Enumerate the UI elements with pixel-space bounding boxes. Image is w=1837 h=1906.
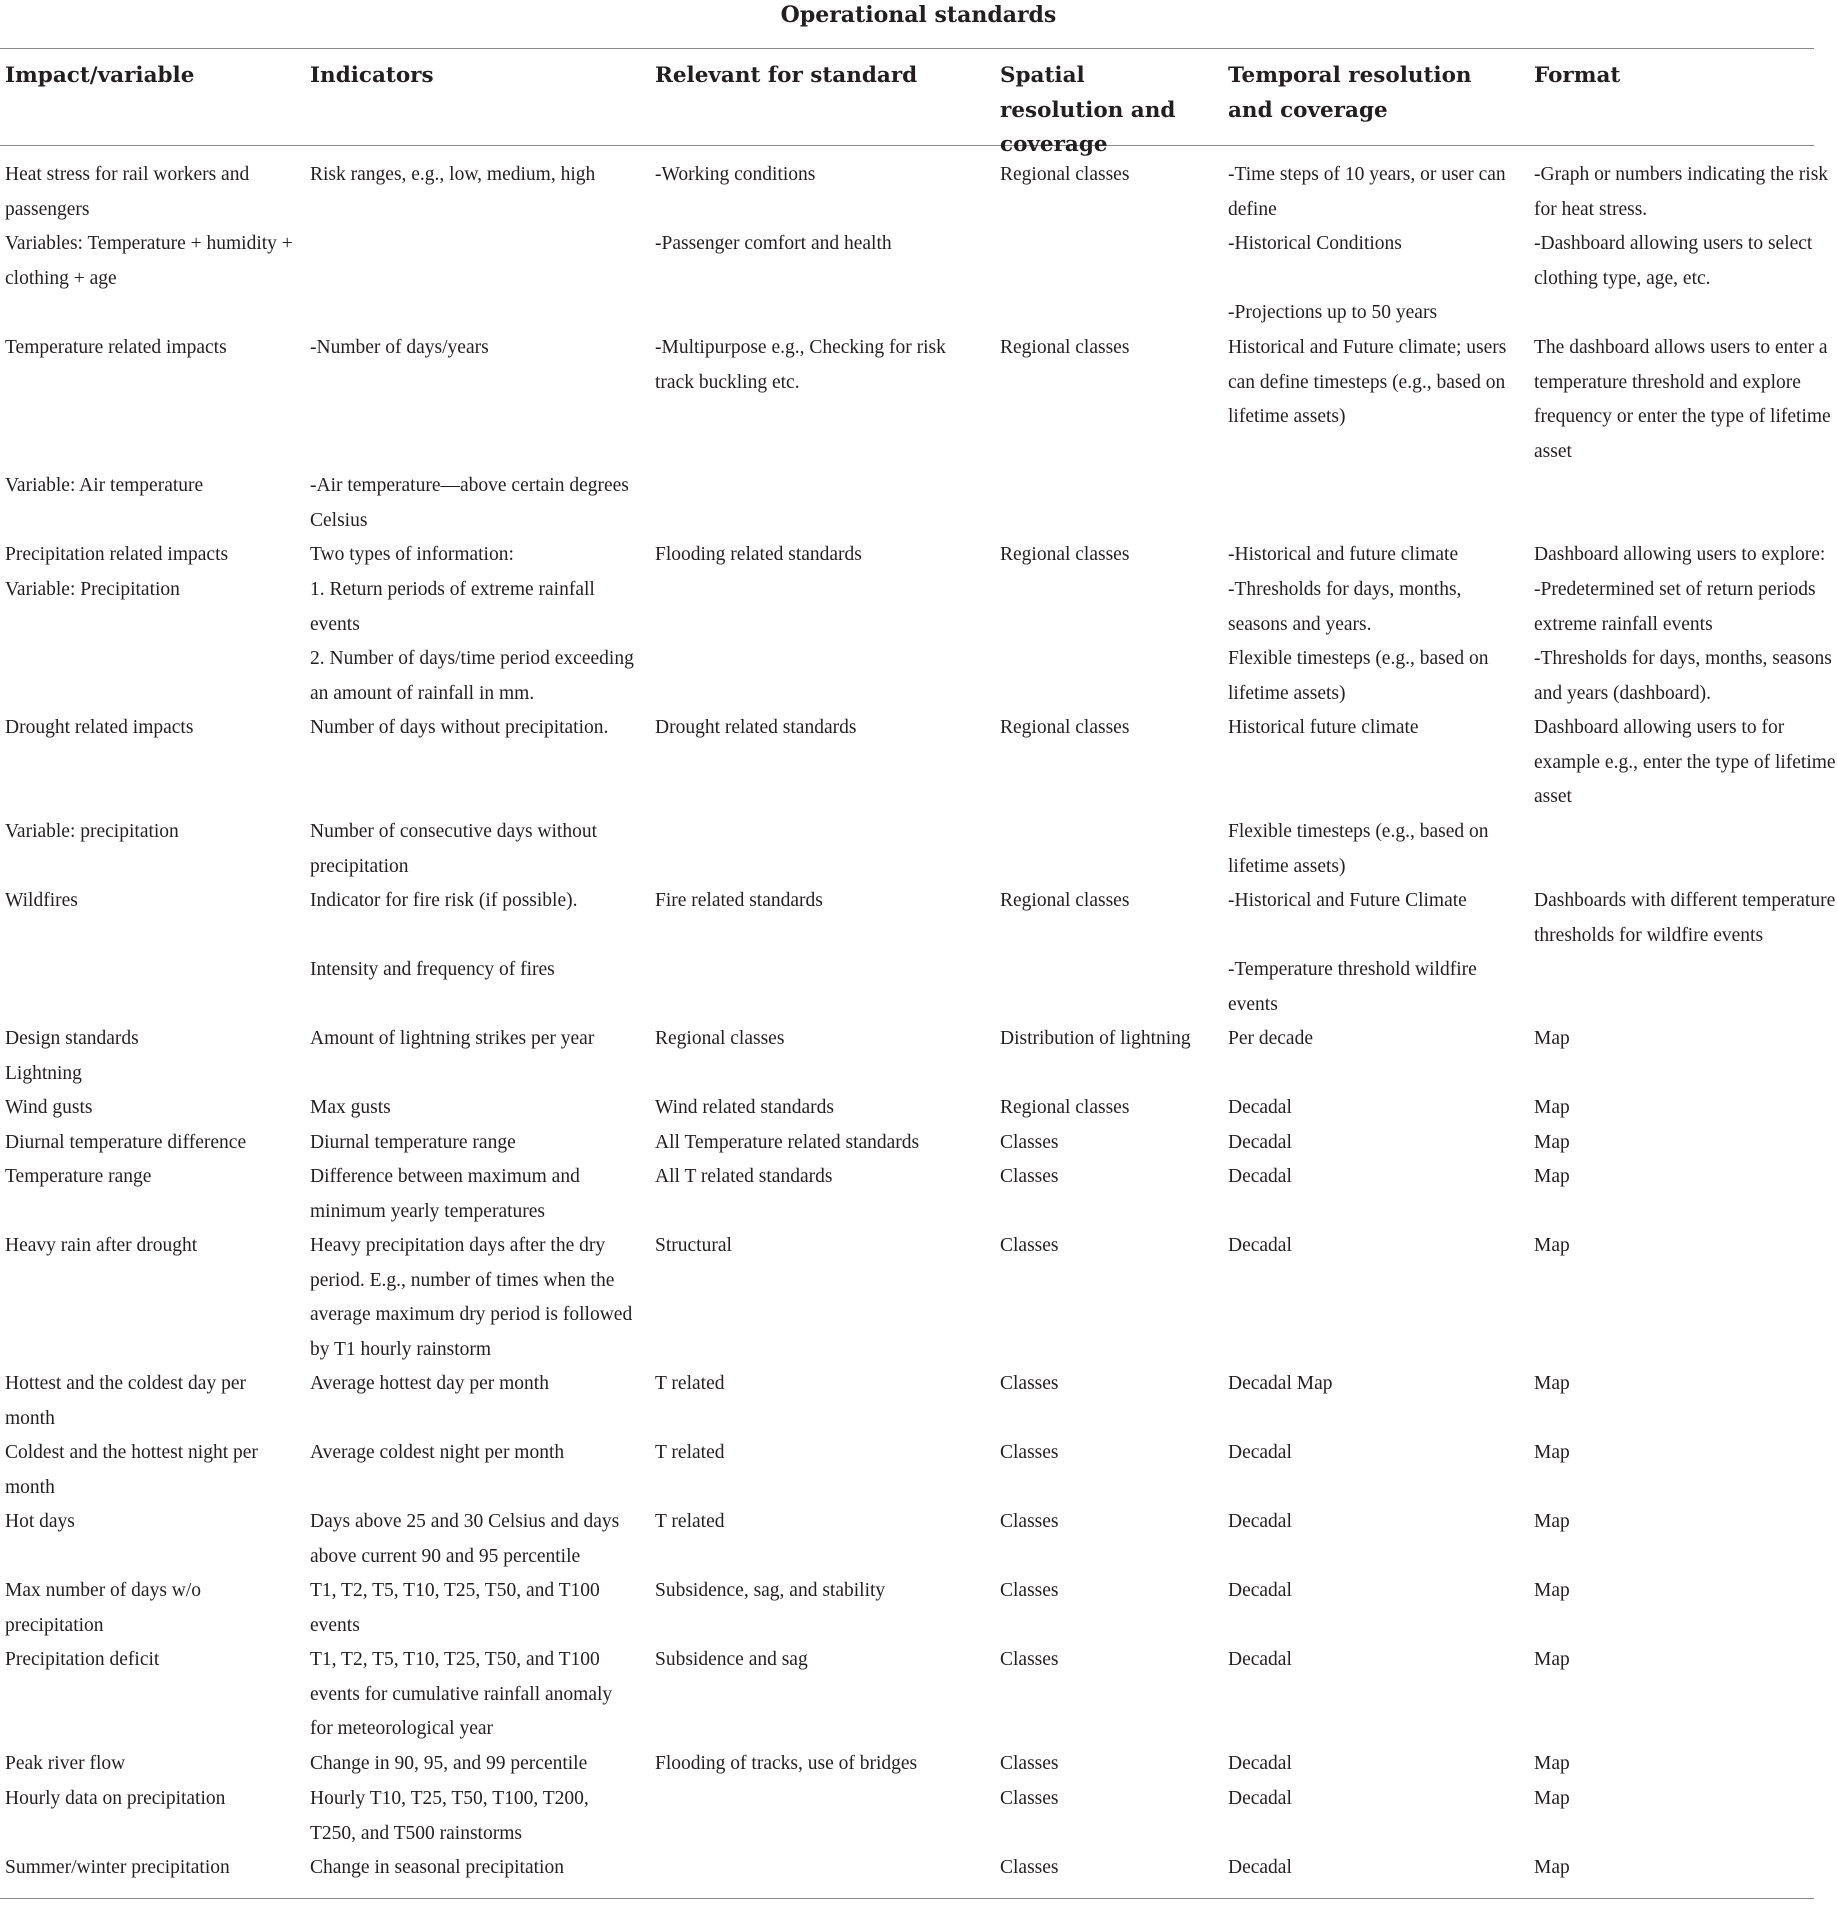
- table-cell: Number of consecutive days without precipitation: [310, 821, 598, 877]
- header-temporal-resolution: Temporal resolution and coverage: [1228, 63, 1472, 123]
- table-caption: Operational standards: [780, 2, 1057, 28]
- table-cell: Decadal Map: [1228, 1373, 1333, 1394]
- table-cell: Risk ranges, e.g., low, medium, high: [310, 164, 596, 185]
- table-cell: Historical and Future climate; users can define timesteps (e.g., based on lifetime assets): [1228, 337, 1507, 428]
- table-cell: T1, T2, T5, T10, T25, T50, and T100 events for cumulative rainfall anomaly for meteorological year: [310, 1649, 613, 1740]
- header-spatial-resolution: Spatial resolution and coverage: [1000, 63, 1176, 157]
- table-cell: Amount of lightning strikes per year: [310, 1028, 595, 1049]
- table-cell: Regional classes: [1000, 890, 1130, 911]
- table-cell: Flooding related standards: [655, 544, 862, 565]
- table-cell: Decadal: [1228, 1753, 1292, 1774]
- table-cell: Map: [1534, 1442, 1570, 1463]
- table-cell: Average hottest day per month: [310, 1373, 549, 1394]
- table-cell: Difference between maximum and minimum yearly temperatures: [310, 1166, 580, 1222]
- table-cell: Distribution of lightning: [1000, 1028, 1191, 1049]
- table-cell: The dashboard allows users to enter a temperature threshold and explore frequency or enter the type of lifetime asset: [1534, 337, 1831, 462]
- table-cell: Regional classes: [655, 1028, 785, 1049]
- table-cell: Flooding of tracks, use of bridges: [655, 1753, 918, 1774]
- header-relevant-for-standard: Relevant for standard: [655, 63, 918, 88]
- table-cell: Map: [1534, 1028, 1570, 1049]
- table-cell: Decadal: [1228, 1235, 1292, 1256]
- table-cell: Diurnal temperature difference: [5, 1132, 247, 1153]
- table-cell: Lightning: [5, 1063, 82, 1084]
- table-cell: Hot days: [5, 1511, 75, 1532]
- table-cell: Map: [1534, 1166, 1570, 1187]
- table-cell: -Projections up to 50 years: [1228, 302, 1438, 323]
- table-cell: Coldest and the hottest night per month: [5, 1442, 258, 1498]
- table-cell: Dashboards with different temperature thresholds for wildfire events: [1534, 890, 1836, 946]
- table-cell: Map: [1534, 1373, 1570, 1394]
- table-cell: Peak river flow: [5, 1753, 126, 1774]
- table-cell: Classes: [1000, 1442, 1059, 1463]
- table-cell: 2. Number of days/time period exceeding an amount of rainfall in mm.: [310, 648, 634, 704]
- table-cell: Indicator for fire risk (if possible).: [310, 890, 578, 911]
- table-cell: Variables: Temperature + humidity + clothing + age: [5, 233, 293, 289]
- table-cell: Heavy rain after drought: [5, 1235, 198, 1256]
- table-cell: Dashboard allowing users to explore:: [1534, 544, 1826, 565]
- table-cell: Classes: [1000, 1580, 1059, 1601]
- table-cell: Classes: [1000, 1132, 1059, 1153]
- table-cell: Variable: Air temperature: [5, 475, 204, 496]
- table-cell: -Working conditions: [655, 164, 816, 185]
- table-cell: Map: [1534, 1235, 1570, 1256]
- table-cell: -Predetermined set of return periods extreme rainfall events: [1534, 579, 1816, 635]
- table-cell: Drought related standards: [655, 717, 857, 738]
- table-cell: Flexible timesteps (e.g., based on lifetime assets): [1228, 821, 1489, 877]
- table-cell: Subsidence, sag, and stability: [655, 1580, 886, 1601]
- table-cell: Map: [1534, 1097, 1570, 1118]
- table-cell: Classes: [1000, 1857, 1059, 1878]
- table-cell: Hourly data on precipitation: [5, 1788, 226, 1809]
- table-cell: Classes: [1000, 1373, 1059, 1394]
- table-cell: Map: [1534, 1788, 1570, 1809]
- table-cell: Max gusts: [310, 1097, 391, 1118]
- table-cell: Classes: [1000, 1166, 1059, 1187]
- table-cell: -Air temperature—above certain degrees Celsius: [310, 475, 629, 531]
- table-cell: Classes: [1000, 1511, 1059, 1532]
- table-cell: Temperature range: [5, 1166, 152, 1187]
- table-cell: Dashboard allowing users to for example e.g., enter the type of lifetime asset: [1534, 717, 1836, 808]
- table-cell: -Historical Conditions: [1228, 233, 1402, 254]
- table-cell: Change in seasonal precipitation: [310, 1857, 564, 1878]
- table-cell: 1. Return periods of extreme rainfall events: [310, 579, 595, 635]
- table-cell: T related: [655, 1442, 725, 1463]
- table-cell: Precipitation deficit: [5, 1649, 160, 1670]
- table-cell: Precipitation related impacts: [5, 544, 229, 565]
- table-cell: -Passenger comfort and health: [655, 233, 892, 254]
- table-cell: Intensity and frequency of fires: [310, 959, 555, 980]
- table-cell: Drought related impacts: [5, 717, 194, 738]
- table-cell: Decadal: [1228, 1097, 1292, 1118]
- table-cell: Decadal: [1228, 1166, 1292, 1187]
- table-cell: Fire related standards: [655, 890, 823, 911]
- table-cell: All Temperature related standards: [655, 1132, 920, 1153]
- table-cell: Map: [1534, 1649, 1570, 1670]
- table-cell: Wind gusts: [5, 1097, 93, 1118]
- header-format: Format: [1534, 63, 1621, 88]
- table-cell: Summer/winter precipitation: [5, 1857, 230, 1878]
- table-cell: Regional classes: [1000, 164, 1130, 185]
- table-cell: Change in 90, 95, and 99 percentile: [310, 1753, 588, 1774]
- table-cell: Classes: [1000, 1235, 1059, 1256]
- table-cell: Temperature related impacts: [5, 337, 227, 358]
- table-cell: Variable: precipitation: [5, 821, 179, 842]
- table-cell: All T related standards: [655, 1166, 833, 1187]
- table-cell: Diurnal temperature range: [310, 1132, 516, 1153]
- table-cell: Historical future climate: [1228, 717, 1419, 738]
- table-cell: -Time steps of 10 years, or user can define: [1228, 164, 1506, 220]
- table-cell: Classes: [1000, 1788, 1059, 1809]
- table-cell: Map: [1534, 1857, 1570, 1878]
- table-cell: T related: [655, 1511, 725, 1532]
- table-cell: Max number of days w/o precipitation: [5, 1580, 202, 1636]
- table-cell: Decadal: [1228, 1442, 1292, 1463]
- table-cell: -Graph or numbers indicating the risk for heat stress.: [1534, 164, 1829, 220]
- table-cell: Decadal: [1228, 1649, 1292, 1670]
- table-cell: Structural: [655, 1235, 732, 1256]
- table-cell: -Thresholds for days, months, seasons and years (dashboard).: [1534, 648, 1832, 704]
- table-cell: T related: [655, 1373, 725, 1394]
- table-cell: Number of days without precipitation.: [310, 717, 609, 738]
- table-cell: Decadal: [1228, 1132, 1292, 1153]
- table-cell: -Thresholds for days, months, seasons and years.: [1228, 579, 1462, 635]
- table-cell: Regional classes: [1000, 337, 1130, 358]
- table-cell: Heavy precipitation days after the dry period. E.g., number of times when the average maximum dry period is followed by T1 hourly rainstorm: [310, 1235, 633, 1360]
- table-cell: Subsidence and sag: [655, 1649, 808, 1670]
- table-cell: Decadal: [1228, 1580, 1292, 1601]
- table-cell: -Number of days/years: [310, 337, 489, 358]
- table-cell: Two types of information:: [310, 544, 514, 565]
- table-cell: Decadal: [1228, 1511, 1292, 1532]
- table-cell: Decadal: [1228, 1857, 1292, 1878]
- table-cell: -Historical and Future Climate: [1228, 890, 1467, 911]
- table-cell: Days above 25 and 30 Celsius and days above current 90 and 95 percentile: [310, 1511, 620, 1567]
- table-cell: Decadal: [1228, 1788, 1292, 1809]
- table-cell: Per decade: [1228, 1028, 1313, 1049]
- table-cell: Map: [1534, 1511, 1570, 1532]
- table-cell: Regional classes: [1000, 544, 1130, 565]
- table-cell: Classes: [1000, 1753, 1059, 1774]
- table-cell: Wind related standards: [655, 1097, 834, 1118]
- table-cell: Hottest and the coldest day per month: [5, 1373, 246, 1429]
- table-cell: -Historical and future climate: [1228, 544, 1459, 565]
- table-cell: Hourly T10, T25, T50, T100, T200, T250, and T500 rainstorms: [310, 1788, 589, 1844]
- table-cell: Map: [1534, 1753, 1570, 1774]
- table-cell: -Dashboard allowing users to select clothing type, age, etc.: [1534, 233, 1813, 289]
- table-cell: Average coldest night per month: [310, 1442, 565, 1463]
- header-impact-variable: Impact/variable: [5, 63, 195, 88]
- table-cell: Flexible timesteps (e.g., based on lifetime assets): [1228, 648, 1489, 704]
- table-cell: Design standards: [5, 1028, 139, 1049]
- table-cell: -Multipurpose e.g., Checking for risk track buckling etc.: [655, 337, 946, 393]
- table-cell: Classes: [1000, 1649, 1059, 1670]
- table-cell: -Temperature threshold wildfire events: [1228, 959, 1477, 1015]
- table-cell: Heat stress for rail workers and passengers: [5, 164, 250, 220]
- table-cell: Map: [1534, 1132, 1570, 1153]
- table-cell: Wildfires: [5, 890, 78, 911]
- table-cell: Regional classes: [1000, 1097, 1130, 1118]
- table-cell: Map: [1534, 1580, 1570, 1601]
- table-cell: T1, T2, T5, T10, T25, T50, and T100 events: [310, 1580, 600, 1636]
- header-indicators: Indicators: [310, 63, 434, 88]
- table-cell: Variable: Precipitation: [5, 579, 180, 600]
- table-cell: Regional classes: [1000, 717, 1130, 738]
